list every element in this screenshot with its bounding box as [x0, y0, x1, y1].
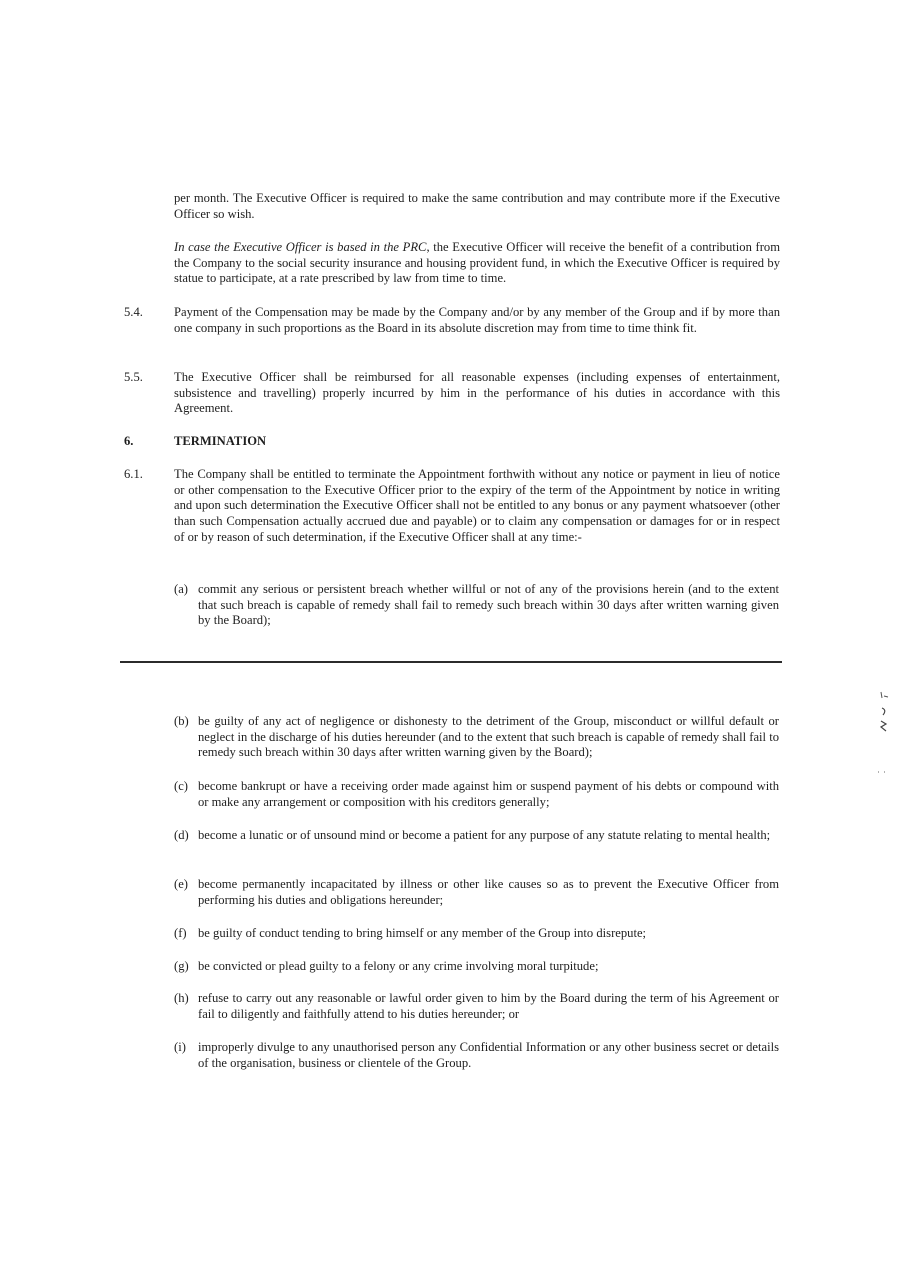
- clause-number-6-1: 6.1.: [124, 467, 143, 481]
- item-text-e: become permanently incapacitated by illness or other like causes so as to prevent the Executive Officer from performing his duties and obligations hereunder;: [198, 877, 779, 907]
- item-tag-f: (f): [174, 926, 187, 940]
- clause-5-5-text: The Executive Officer shall be reimbursed for all reasonable expenses (including expenses of entertainment, subsistence and travelling) properly incurred by him in the performance of his duties in accordance with this Agreement.: [174, 370, 780, 416]
- item-tag-d: (d): [174, 828, 189, 842]
- clause-number-5-5: 5.5.: [124, 370, 143, 384]
- clause-number-5-4: 5.4.: [124, 305, 143, 319]
- item-text-b: be guilty of any act of negligence or dishonesty to the detriment of the Group, misconduct or willful default or neglect in the discharge of his duties hereunder (and to the extent that such breach is capable of remedy shall fail to remedy such breach within 30 days after written warning given by the Board);: [198, 714, 779, 760]
- item-text-a: commit any serious or persistent breach whether willful or not of any of the provisions herein (and to the extent that such breach is capable of remedy shall fail to remedy such breach within 30 days after written warning given by the Board);: [198, 582, 779, 628]
- margin-handwriting-marks: [872, 688, 894, 778]
- item-text-h: refuse to carry out any reasonable or lawful order given to him by the Board during the term of his Agreement or fail to diligently and faithfully attend to his duties hereunder; or: [198, 991, 779, 1021]
- item-tag-i: (i): [174, 1040, 186, 1054]
- section-number-6: 6.: [124, 434, 134, 448]
- item-tag-b: (b): [174, 714, 189, 728]
- prc-lead: In case the Executive Officer is based in the PRC: [174, 240, 427, 254]
- item-tag-a: (a): [174, 582, 188, 596]
- item-text-g: be convicted or plead guilty to a felony or any crime involving moral turpitude;: [198, 959, 599, 973]
- section-heading-termination: TERMINATION: [174, 434, 267, 448]
- paragraph-continuation: per month. The Executive Officer is required to make the same contribution and may contribute more if the Executive Officer so wish.: [174, 191, 780, 221]
- item-tag-e: (e): [174, 877, 188, 891]
- page-divider: [120, 661, 782, 663]
- item-text-i: improperly divulge to any unauthorised person any Confidential Information or any other business secret or details of the organisation, business or clientele of the Group.: [198, 1040, 779, 1070]
- item-tag-c: (c): [174, 779, 188, 793]
- item-text-c: become bankrupt or have a receiving order made against him or suspend payment of his debts or compound with or make any arrangement or composition with his creditors generally;: [198, 779, 779, 809]
- clause-5-4-text: Payment of the Compensation may be made by the Company and/or by any member of the Group and if by more than one company in such proportions as the Board in its absolute discretion may from time to time think fit.: [174, 305, 780, 335]
- item-text-d: become a lunatic or of unsound mind or become a patient for any purpose of any statute relating to mental health;: [198, 828, 771, 842]
- item-tag-g: (g): [174, 959, 189, 973]
- item-tag-h: (h): [174, 991, 189, 1005]
- paragraph-prc: [174, 240, 780, 287]
- item-text-f: be guilty of conduct tending to bring himself or any member of the Group into disrepute;: [198, 926, 647, 940]
- prc-rest: , the Executive Officer will receive the benefit of a contribution from the Company to the social security insurance and housing provident fund, in which the Executive Officer is required by statue to participate, at a rate prescribed by law from time to time.: [174, 240, 781, 286]
- clause-6-1-text: The Company shall be entitled to terminate the Appointment forthwith without any notice or payment in lieu of notice or other compensation to the Executive Officer prior to the expiry of the term of the Appointment by notice in writing and upon such determination the Executive Officer shall not be entitled to any bonus or any payment whatsoever (other than such Compensation actually accrued due and payable) or to claim any compensation or damages for or in respect of or by reason of such determination, if the Executive Officer shall at any time:-: [174, 467, 780, 544]
